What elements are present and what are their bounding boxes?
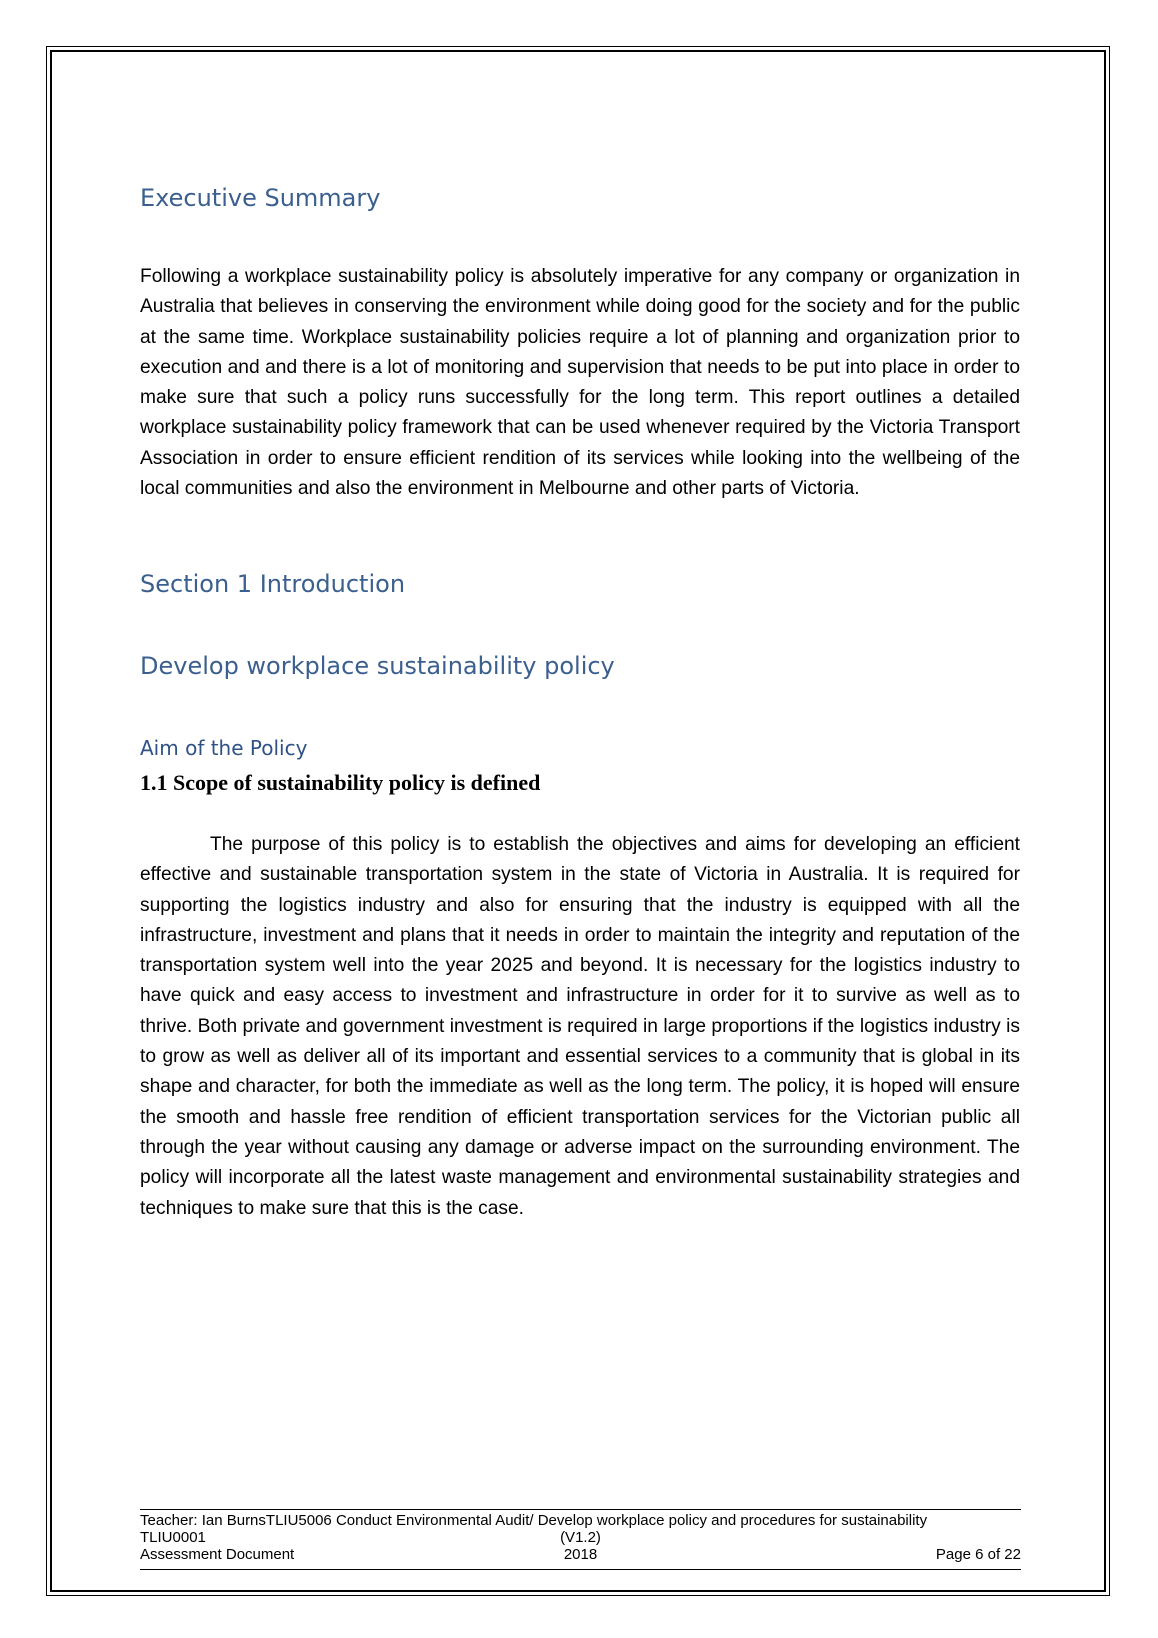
footer-top-rule: [140, 1509, 1021, 1510]
footer-page-number: Page 6 of 22: [935, 1546, 1021, 1563]
aim-of-policy-heading: Aim of the Policy: [140, 736, 308, 760]
footer-version: (V1.2): [560, 1529, 601, 1546]
footer-unit-code: TLIU0001: [140, 1529, 206, 1546]
scope-paragraph: The purpose of this policy is to establish the objectives and aims for developing an efficient effective and sustainable transportation system in the state of Victoria in Australia. It is required for supporting the logistics industry and also for ensuring that the industry is equipped with all the infrastructure, investment and plans that it needs in order to maintain the integrity and reputation of the transportation system well into the year 2025 and beyond. It is necessary for the logistics industry to have quick and easy access to investment and infrastructure in order for it to survive as well as to thrive. Both private and government investment is required in large proportions if the logistics industry is to grow as well as deliver all of its important and essential services to a community that is global in its shape and character, for both the immediate as well as the long term. The policy, it is hoped will ensure the smooth and hassle free rendition of efficient transportation services for the Victorian public all through the year without causing any damage or adverse impact on the surrounding environment. The policy will incorporate all the latest waste management and environmental sustainability strategies and techniques to make sure that this is the case.: [140, 834, 1020, 1219]
scope-heading: 1.1 Scope of sustainability policy is defined: [140, 770, 541, 795]
develop-policy-heading: Develop workplace sustainability policy: [140, 652, 615, 680]
footer-year: 2018: [563, 1546, 598, 1563]
footer-doc-type: Assessment Document: [140, 1546, 295, 1563]
section-1-heading: Section 1 Introduction: [140, 570, 406, 598]
footer-course-line: Teacher: Ian BurnsTLIU5006 Conduct Environmental Audit/ Develop workplace policy and procedures for sustainability: [140, 1512, 928, 1529]
footer-bottom-rule: [140, 1569, 1021, 1570]
executive-summary-paragraph: Following a workplace sustainability policy is absolutely imperative for any company or organization in Australia that believes in conserving the environment while doing good for the society and for the public at the same time. Workplace sustainability policies require a lot of planning and organization prior to execution and and there is a lot of monitoring and supervision that needs to be put into place in order to make sure that such a policy runs successfully for the long term. This report outlines a detailed workplace sustainability policy framework that can be used whenever required by the Victoria Transport Association in order to ensure efficient rendition of its services while looking into the wellbeing of the local communities and also the environment in Melbourne and other parts of Victoria.: [140, 266, 1020, 500]
executive-summary-heading: Executive Summary: [140, 184, 381, 212]
